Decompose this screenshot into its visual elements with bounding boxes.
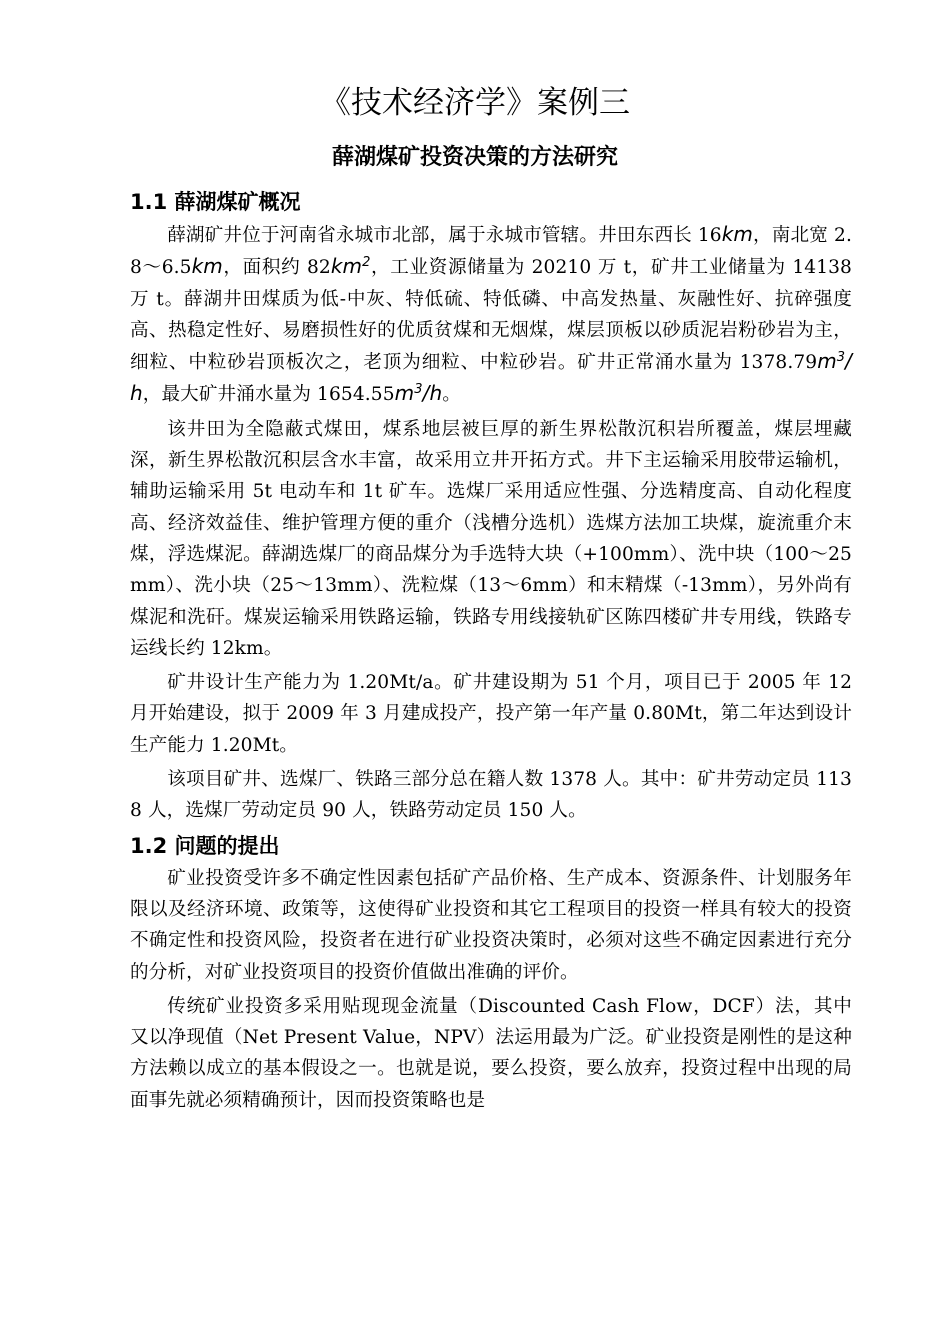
paragraph-dcf: 传统矿业投资多采用贴现现金流量（Discounted Cash Flow，DCF）法，其中又以净现值（Net Present Value，NPV）法运用最为广泛。矿业投资是刚性的是这种方法赖以成立的基本假设之一。也就是说，要么投资，要么放弃，投资过程中出现的局面事先就必须精确预计，因而投资策略也是 <box>130 995 852 1111</box>
unit-exponent: 2 <box>362 255 371 271</box>
text-run: ，南北宽 2.8～6.5 <box>130 225 853 279</box>
paragraph-mine-location <box>130 219 852 411</box>
paragraph-capacity: 矿井设计生产能力为 1.20Mt/a。矿井建设期为 51 个月，项目已于 2005 年 12 月开始建设，拟于 2009 年 3 月建成投产，投产第一年产量 0.80Mt，第二年达到设计生产能力 1.20Mt。 <box>130 672 852 756</box>
unit-km: km <box>721 222 754 246</box>
text-run: ，面积约 82 <box>222 257 331 279</box>
unit-exponent: 3 <box>836 350 846 365</box>
text-run: ，最大矿井涌水量为 1654.55 <box>142 384 395 406</box>
unit-km: km <box>191 254 223 279</box>
unit-per-hour: /h <box>422 381 443 406</box>
unit-exponent: 3 <box>414 382 423 398</box>
unit-m3: m <box>817 349 837 374</box>
section-heading-1-2: 1.2 问题的提出 <box>130 833 280 858</box>
paragraph-staffing: 该项目矿井、选煤厂、铁路三部分总在籍人数 1378 人。其中：矿井劳动定员 1138 人，选煤厂劳动定员 90 人，铁路劳动定员 150 人。 <box>130 769 852 822</box>
unit-km2: km <box>330 254 363 279</box>
document-body <box>130 186 852 1119</box>
paragraph-uncertainty: 矿业投资受许多不确定性因素包括矿产品价格、生产成本、资源条件、计划服务年限以及经济环境、政策等，这使得矿业投资和其它工程项目的投资一样具有较大的投资不确定性和投资风险，投资者在进行矿业投资决策时，必须对这些不确定因素进行充分的分析，对矿业投资项目的投资价值做出准确的评价。 <box>130 867 852 983</box>
unit-m3: m <box>394 381 415 406</box>
text-run: ，工业资源储量为 20210 万 t，矿井工业储量为 14138 万 t。薛湖井田煤质为低-中灰、特低硫、特低磷、中高发热量、灰融性好、抗碎强度高、热稳定性好、易磨损性好的优质贫煤和无烟煤，煤层顶板以砂质泥岩粉砂岩为主，细粒、中粒砂岩顶板次之，老顶为细粒、中粒砂岩。矿井正常涌水量为 1378.79 <box>130 257 852 374</box>
document-title: 《技术经济学》案例三 <box>320 85 630 121</box>
document-subtitle: 薛湖煤矿投资决策的方法研究 <box>331 145 618 170</box>
section-heading-1-1: 1.1 薛湖煤矿概况 <box>130 190 301 214</box>
text-run: 薛湖矿井位于河南省永城市北部，属于永城市管辖。井田东西长 16 <box>167 225 722 246</box>
unit-per-hour: /h <box>130 349 852 406</box>
paragraph-coalfield: 该井田为全隐蔽式煤田，煤系地层被巨厚的新生界松散沉积岩所覆盖，煤层埋藏深，新生界松散沉积层含水丰富，故采用立井开拓方式。井下主运输采用胶带运输机，辅助运输采用 5t 电动车和 1t 矿车。选煤厂采用适应性强、分选精度高、自动化程度高、经济效益佳、维护管理方便的重介（浅槽分选机）选煤方法加工块煤，旋流重介末煤，浮选煤泥。薛湖选煤厂的商品煤分为手选特大块（+100mm）、洗中块（100～25mm）、洗小块（25～13mm）、洗粒煤（13～6mm）和末精煤（-13mm），另外尚有煤泥和洗矸。煤炭运输采用铁路运输，铁路专用线接轨矿区陈四楼矿井专用线，铁路专运线长约 12km。 <box>130 418 852 659</box>
text-run: 。 <box>442 384 461 406</box>
